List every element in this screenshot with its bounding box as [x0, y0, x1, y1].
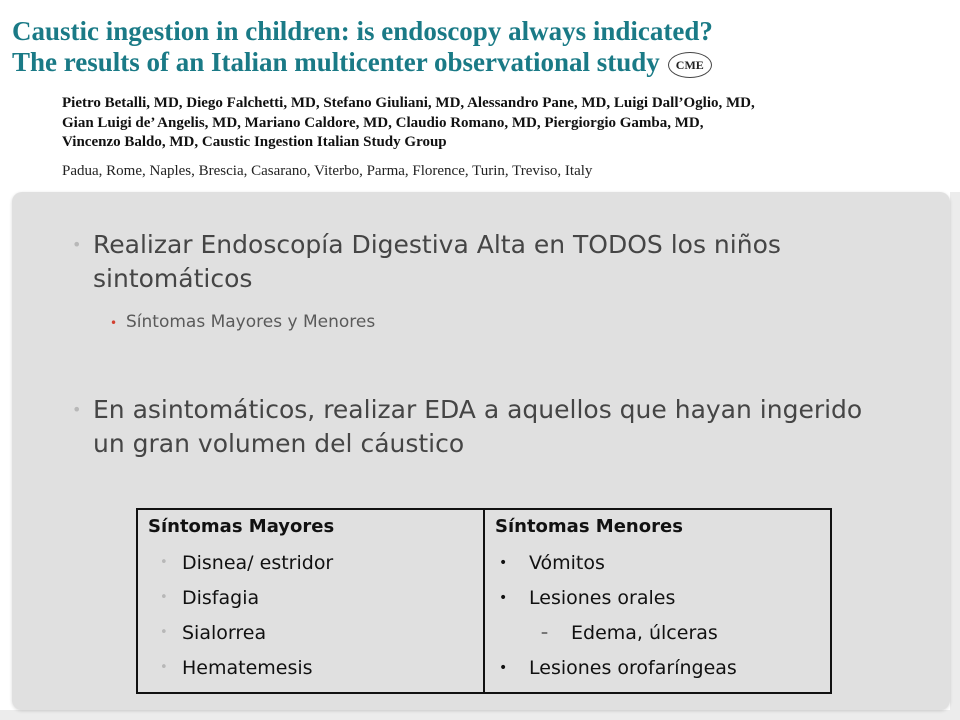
- bullet-endoscopy-symptomatic: [72, 228, 873, 296]
- bullet-dot-icon: •: [72, 400, 82, 419]
- bullet-dot-icon: •: [499, 660, 508, 676]
- list-item: [138, 550, 333, 585]
- slide-shadow-bottom: [0, 710, 960, 720]
- bullet-dot-red-icon: •: [110, 316, 118, 330]
- authors-line-1: Pietro Betalli, MD, Diego Falchetti, MD, Stefano Giuliani, MD, Alessandro Pane, MD, Luigi Dall’Oglio, MD,: [62, 95, 755, 111]
- bullet-dot-icon: •: [499, 590, 508, 606]
- list-item-text: Disnea/ estridor: [182, 552, 334, 574]
- list-item: [138, 585, 333, 620]
- list-subitem: [485, 620, 737, 655]
- title-line-2: [12, 47, 952, 78]
- title-line-2-text: The results of an Italian multicenter observational study: [12, 47, 660, 77]
- list-item-text: Lesiones orofaríngeas: [529, 657, 737, 679]
- list-item-text: Sialorrea: [182, 622, 267, 644]
- slide-shadow-right: [950, 192, 960, 720]
- major-symptoms-column: [138, 510, 485, 692]
- list-item: [485, 585, 737, 620]
- article-title: [12, 16, 952, 78]
- list-item-text: Vómitos: [529, 552, 605, 574]
- bullet-asymptomatic: [72, 393, 873, 461]
- list-item: [485, 655, 737, 690]
- minor-symptoms-column: [485, 510, 830, 692]
- list-item-text: Hematemesis: [182, 657, 313, 679]
- list-item-text: Lesiones orales: [529, 587, 676, 609]
- bullet-1-text: Realizar Endoscopía Digestiva Alta en TODOS los niños sintomáticos: [93, 230, 781, 293]
- bullet-2-text: En asintomáticos, realizar EDA a aquellos que hayan ingerido un gran volumen del cáustico: [93, 395, 863, 458]
- authors-line-3: Vincenzo Baldo, MD, Caustic Ingestion Italian Study Group: [62, 134, 447, 150]
- bullet-dot-icon: •: [72, 235, 82, 254]
- bullet-dot-icon: •: [499, 555, 508, 571]
- bullet-dot-icon: •: [160, 660, 168, 675]
- bullet-dot-icon: •: [160, 625, 168, 640]
- sub-bullet-text: Síntomas Mayores y Menores: [126, 312, 376, 332]
- minor-symptoms-header: Síntomas Menores: [495, 516, 683, 537]
- cme-badge: CME: [668, 52, 712, 78]
- bullet-dot-icon: •: [160, 590, 168, 605]
- author-list: [62, 94, 952, 153]
- dash-icon: –: [541, 625, 548, 641]
- list-item-text: Edema, úlceras: [571, 622, 718, 644]
- list-item: [485, 550, 737, 585]
- major-symptoms-header: Síntomas Mayores: [148, 516, 335, 537]
- title-line-1: Caustic ingestion in children: is endoscopy always indicated?: [12, 16, 713, 46]
- symptoms-table: [136, 508, 832, 694]
- article-header: [0, 0, 960, 190]
- list-item-text: Disfagia: [182, 587, 260, 609]
- bullet-dot-icon: •: [160, 555, 168, 570]
- major-symptoms-list: [138, 550, 333, 690]
- authors-line-2: Gian Luigi de’ Angelis, MD, Mariano Caldore, MD, Claudio Romano, MD, Piergiorgio Gamba, MD,: [62, 114, 704, 131]
- sub-bullet-symptoms: [110, 310, 376, 334]
- affiliation: Padua, Rome, Naples, Brescia, Casarano, Viterbo, Parma, Florence, Turin, Treviso, Italy: [62, 163, 593, 179]
- list-item: [138, 620, 333, 655]
- minor-symptoms-list: [485, 550, 737, 690]
- list-item: [138, 655, 333, 690]
